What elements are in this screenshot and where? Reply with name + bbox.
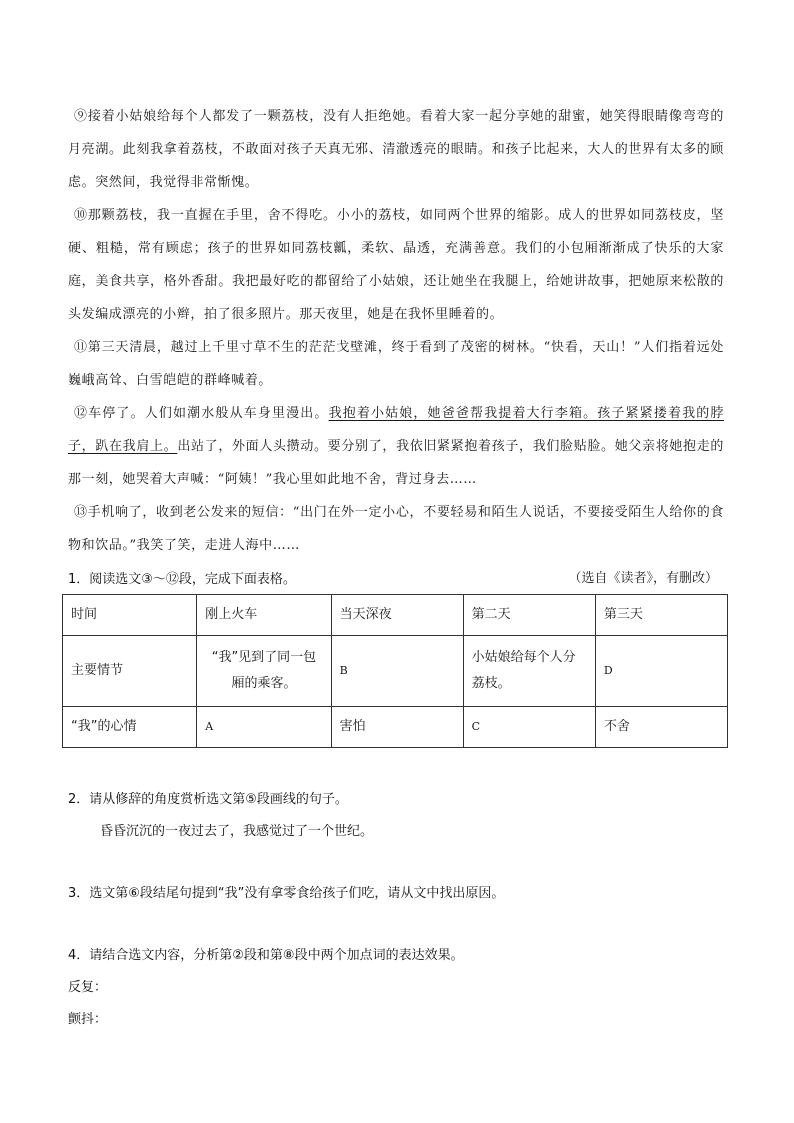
- table-row: [63, 636, 728, 707]
- question-2-sentence: 昏昏沉沉的一夜过去了，我感觉过了一个世纪。: [100, 824, 374, 839]
- table-cell: 害怕: [331, 707, 463, 748]
- answer-blank-b[interactable]: B: [331, 636, 463, 707]
- underlined-sentence: 我抱着小姑娘，她爸爸帮我提着大行李箱。孩子紧紧搂着我的脖子，趴在我肩上。: [68, 406, 724, 454]
- answer-label-trembling[interactable]: 颤抖：: [68, 1012, 108, 1027]
- reading-passage: [68, 100, 724, 595]
- table-cell: 刚上火车: [197, 595, 331, 636]
- paragraph-12: [68, 397, 724, 496]
- answer-blank-a[interactable]: A: [197, 707, 331, 748]
- paragraph-12-start: ⑫车停了。人们如潮水般从车身里漫出。: [74, 406, 329, 421]
- table-cell: “我”的心情: [63, 707, 197, 748]
- table-cell: 当天深夜: [331, 595, 463, 636]
- answer-blank-d[interactable]: D: [595, 636, 727, 707]
- answer-table: [62, 594, 728, 748]
- table-row: [63, 595, 728, 636]
- table-cell: 不舍: [595, 707, 727, 748]
- table-cell: “我”见到了同一包厢的乘客。: [197, 636, 331, 707]
- paragraph-12-end: 出站了，外面人头攒动。要分别了，我依旧紧紧抱着孩子，我们脸贴脸。她父亲将她抱走的那一刻，她哭着大声喊：“阿姨！”我心里如此地不舍，背过身去……: [68, 439, 724, 487]
- table-row: [63, 707, 728, 748]
- question-3: 3．选文第⑥段结尾句提到“我”没有拿零食给孩子们吃，请从文中找出原因。: [68, 886, 505, 901]
- answer-label-repetition[interactable]: 反复：: [68, 980, 108, 995]
- paragraph-10: ⑩那颗荔枝，我一直握在手里，舍不得吃。小小的荔枝，如同两个世界的缩影。成人的世界如同荔枝皮，坚硬、粗糙，常有顾虑；孩子的世界如同荔枝瓤，柔软、晶透，充满善意。我们的小包厢渐渐成了快乐的大家庭，美食共享，格外香甜。我把最好吃的都留给了小姑娘，还让她坐在我腿上，给她讲故事，把她原来松散的头发编成漂亮的小辫，拍了很多照片。那天夜里，她是在我怀里睡着的。: [68, 208, 724, 322]
- source-citation: （选自《读者》，有删改）: [568, 571, 718, 586]
- question-1: 1．阅读选文③～⑫段，完成下面表格。: [68, 572, 296, 587]
- table-cell: 第三天: [595, 595, 727, 636]
- question-2: 2．请从修辞的角度赏析选文第⑤段画线的句子。: [68, 792, 348, 807]
- paragraph-13: ⑬手机响了，收到老公发来的短信：“出门在外一定小心，不要轻易和陌生人说话，不要接受陌生人给你的食物和饮品。”我笑了笑，走进人海中……: [68, 505, 724, 553]
- answer-blank-c[interactable]: C: [463, 707, 595, 748]
- paragraph-11: ⑪第三天清晨，越过上千里寸草不生的茫茫戈壁滩，终于看到了茂密的树林。“快看，天山！”人们指着远处巍峨高耸、白雪皑皑的群峰喊着。: [68, 340, 724, 388]
- paragraph-9: ⑨接着小姑娘给每个人都发了一颗荔枝，没有人拒绝她。看着大家一起分享她的甜蜜，她笑得眼睛像弯弯的月亮湖。此刻我拿着荔枝，不敢面对孩子天真无邪、清澈透亮的眼睛。和孩子比起来，大人的世界有太多的顾虑。突然间，我觉得非常惭愧。: [68, 109, 724, 190]
- table-cell: 小姑娘给每个人分荔枝。: [463, 636, 595, 707]
- table-cell: 时间: [63, 595, 197, 636]
- table-cell: 主要情节: [63, 636, 197, 707]
- table-cell: 第二天: [463, 595, 595, 636]
- question-4: 4．请结合选文内容，分析第②段和第⑧段中两个加点词的表达效果。: [68, 948, 464, 963]
